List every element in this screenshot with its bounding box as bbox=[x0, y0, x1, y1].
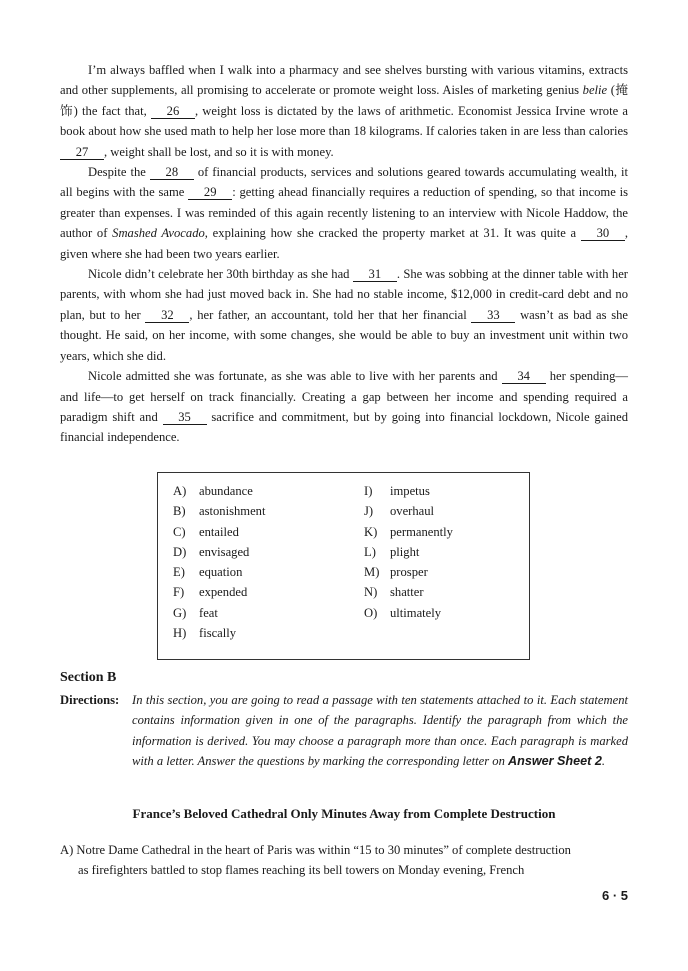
option-letter: I) bbox=[364, 484, 373, 498]
option-letter: L) bbox=[364, 544, 376, 559]
book-title: Smashed Avocado bbox=[112, 226, 205, 241]
option-letter: E) bbox=[173, 565, 185, 580]
word-option[interactable] bbox=[364, 542, 453, 562]
word-bank bbox=[157, 472, 530, 660]
blank-30[interactable]: 30 bbox=[581, 227, 625, 241]
directions-label: Directions: bbox=[60, 693, 120, 707]
blank-32[interactable]: 32 bbox=[145, 309, 189, 323]
blank-26[interactable]: 26 bbox=[151, 105, 195, 119]
option-letter: B) bbox=[173, 504, 186, 519]
word-bank-left-column bbox=[173, 481, 265, 643]
passage-paragraph-3: Nicole didn’t celebrate her 30th birthday as she had 31 . She was sobbing at the dinner table with her parents, with whom she had just moved back in. She had no stable income, $12,000 in credit-card debt and no plan, but to her 32 , her father, an accountant, told her that her financial 33 wasn’t as bad as she thought. He said, on her income, with some changes, she would be able to buy an investment unit within two years, which she did. bbox=[60, 267, 628, 363]
passage-paragraph-1: I’m always baffled when I walk into a pharmacy and see shelves bursting with various vitamins, extracts and other supplements, all promising to accelerate or promote weight loss. Aisles of marketing genius belie (掩饰) the fact that, 26 , weight loss is dictated by the laws of arithmetic. Economist Jessica Irvine wrote a book about how she used math to help her lose more than 18 kilograms. If calories taken in are less than calories 27 , weight shall be lost, and so it is with money. bbox=[60, 63, 628, 159]
option-word: fiscally bbox=[199, 626, 237, 641]
option-letter: M) bbox=[364, 565, 380, 580]
blank-28[interactable]: 28 bbox=[150, 166, 194, 180]
exam-page bbox=[60, 60, 629, 878]
word-option[interactable] bbox=[173, 522, 265, 542]
option-word: feat bbox=[199, 605, 218, 620]
word-option[interactable] bbox=[173, 481, 265, 501]
option-letter: F) bbox=[173, 585, 185, 600]
option-letter: K) bbox=[364, 524, 378, 539]
option-word: impetus bbox=[390, 484, 430, 498]
option-word: entailed bbox=[199, 524, 239, 539]
blank-27[interactable]: 27 bbox=[60, 146, 104, 160]
option-word: prosper bbox=[390, 565, 428, 580]
paragraph-a-line-1: A) Notre Dame Cathedral in the heart of Paris was within “15 to 30 minutes” of complete destruction bbox=[60, 843, 571, 857]
option-letter: O) bbox=[364, 605, 378, 620]
word-option[interactable] bbox=[173, 542, 265, 562]
word-option[interactable] bbox=[364, 481, 453, 501]
option-letter: J) bbox=[364, 504, 374, 519]
blank-34[interactable]: 34 bbox=[502, 370, 546, 384]
passage-paragraph-4: Nicole admitted she was fortunate, as she was able to live with her parents and 34 her spending—and life—to get herself on track financially. Creating a gap between her income and spending required a paradigm shift and 35 sacrifice and commitment, but by going into financial lockdown, Nicole gained financial independence. bbox=[60, 369, 628, 445]
option-letter: C) bbox=[173, 524, 186, 539]
option-letter: N) bbox=[364, 585, 378, 600]
word-option[interactable] bbox=[364, 603, 453, 623]
paragraph-a-line-2: as firefighters battled to stop flames reaching its bell towers on Monday evening, French bbox=[78, 863, 525, 878]
word-option[interactable] bbox=[173, 603, 265, 623]
word-option[interactable] bbox=[173, 501, 265, 521]
directions-text: In this section, you are going to read a passage with ten statements attached to it. Each statement contains information given in one of the paragraphs. Identify the paragraph from which the information is derived. You may choose a paragraph more than once. Each paragraph is marked with a letter. Answer the questions by marking the corresponding letter on Answer Sheet 2. bbox=[132, 693, 628, 769]
word-option[interactable] bbox=[364, 582, 453, 602]
word-option[interactable] bbox=[364, 522, 453, 542]
word-option[interactable] bbox=[364, 562, 453, 582]
blank-33[interactable]: 33 bbox=[471, 309, 515, 323]
option-letter: H) bbox=[173, 626, 187, 641]
passage-paragraph-2: Despite the 28 of financial products, services and solutions geared towards accumulating wealth, it all begins with the same 29 : getting ahead financially requires a reduction of spending, so that income is greater than expenses. I was reminded of this again recently listening to an interview with Nicole Haddow, the author of Smashed Avocado, explaining how she cracked the property market at 31. It was quite a 30 , given where she had been two years earlier. bbox=[60, 165, 629, 261]
word-bank-right-column bbox=[364, 481, 453, 623]
word-option[interactable] bbox=[173, 623, 265, 643]
option-word: astonishment bbox=[199, 504, 266, 519]
blank-35[interactable]: 35 bbox=[163, 411, 207, 425]
directions-block bbox=[60, 690, 628, 772]
word-option[interactable] bbox=[173, 562, 265, 582]
section-b-title: Section B bbox=[60, 670, 117, 685]
option-word: abundance bbox=[199, 484, 253, 498]
option-letter: D) bbox=[173, 544, 187, 559]
cloze-passage bbox=[60, 60, 628, 448]
blank-31[interactable]: 31 bbox=[353, 268, 397, 282]
word-belie: belie bbox=[582, 83, 608, 98]
option-word: envisaged bbox=[199, 544, 250, 559]
option-letter: G) bbox=[173, 605, 187, 620]
article-paragraph-a bbox=[60, 840, 628, 881]
option-word: overhaul bbox=[390, 504, 435, 519]
option-word: permanently bbox=[390, 524, 453, 539]
option-word: expended bbox=[199, 585, 248, 600]
article-title: France’s Beloved Cathedral Only Minutes Away from Complete Destruction bbox=[132, 806, 556, 821]
word-option[interactable] bbox=[173, 582, 265, 602]
option-word: plight bbox=[390, 544, 420, 559]
option-word: equation bbox=[199, 565, 243, 580]
option-word: ultimately bbox=[390, 605, 442, 620]
option-letter: A) bbox=[173, 484, 187, 498]
word-option[interactable] bbox=[364, 501, 453, 521]
page-number: 6 · 5 bbox=[601, 888, 628, 903]
answer-sheet-label: Answer Sheet 2 bbox=[508, 754, 602, 769]
option-word: shatter bbox=[390, 585, 424, 600]
blank-29[interactable]: 29 bbox=[188, 186, 232, 200]
